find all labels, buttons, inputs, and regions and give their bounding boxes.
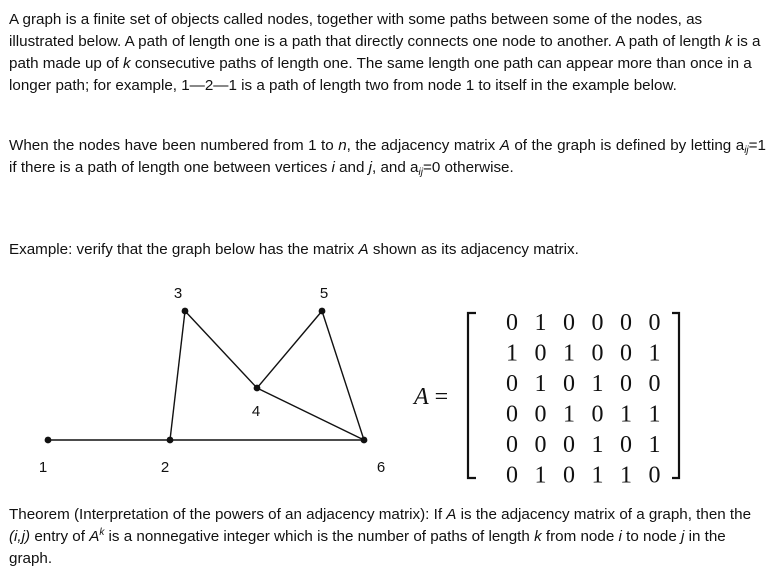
matrix-cell-r1-c4: 0 xyxy=(591,310,604,336)
graph-node-3 xyxy=(182,308,189,315)
matrix-cell-r3-c1: 0 xyxy=(506,371,518,397)
graph-nodes xyxy=(39,285,385,476)
graph-node-1 xyxy=(45,437,52,444)
matrix-cell-r3-c4: 1 xyxy=(591,371,604,397)
graph-diagram xyxy=(0,278,420,488)
matrix-cell-r2-c1: 1 xyxy=(506,340,518,367)
theorem-text-4: is a nonnegative integer which is the number of paths of length xyxy=(104,528,535,545)
graph-edge-4-5 xyxy=(257,311,322,388)
matrix-cell-r6-c6: 0 xyxy=(648,462,661,486)
matrix-cell-r1-c5: 0 xyxy=(620,310,632,336)
theorem-text-2: is the adjacency matrix of a graph, then the xyxy=(456,506,752,523)
example-text-2: shown as its adjacency matrix. xyxy=(368,241,579,258)
example-paragraph xyxy=(9,239,766,261)
node-label-4: 4 xyxy=(251,403,261,420)
matrix-cell-r5-c4: 1 xyxy=(591,432,604,458)
variable-n: n xyxy=(338,137,347,154)
variable-i: i xyxy=(618,528,622,545)
theorem-text-7: in the graph. xyxy=(9,528,726,567)
matrix-cell-r4-c2: 0 xyxy=(534,401,547,428)
matrix-cell-r6-c3: 0 xyxy=(563,462,575,486)
theorem-text-6: to node xyxy=(621,528,681,545)
variable-A: A xyxy=(446,506,457,523)
node-label-3: 3 xyxy=(173,285,183,302)
matrix-cell-r6-c1: 0 xyxy=(506,462,518,486)
variable-i: i xyxy=(331,159,335,176)
theorem-text-1: Theorem (Interpretation of the powers of an adjacency matrix): If xyxy=(9,506,447,523)
example-text-1: Example: verify that the graph below has the matrix xyxy=(9,241,359,258)
variable-j: j xyxy=(681,528,685,545)
matrix-cell-r1-c6: 0 xyxy=(648,310,661,336)
graph-edge-3-4 xyxy=(185,311,257,388)
matrix-cell-r5-c6: 1 xyxy=(648,432,661,458)
graph-edge-5-6 xyxy=(322,311,364,440)
matrix-cell-r1-c1: 0 xyxy=(506,310,518,336)
matrix-cell-r3-c3: 0 xyxy=(563,371,575,397)
matrix-cell-r2-c6: 1 xyxy=(648,340,661,367)
subscript-ij: ij xyxy=(418,167,423,178)
definition-paragraph xyxy=(9,135,766,179)
matrix-cell-r3-c2: 1 xyxy=(534,371,547,397)
graph-edge-2-3 xyxy=(170,311,185,440)
matrix-name: A xyxy=(414,384,429,410)
matrix-cell-r6-c4: 1 xyxy=(591,462,604,486)
matrix-cell-r4-c3: 1 xyxy=(563,401,575,428)
definition-text-1: When the nodes have been numbered from 1 to xyxy=(9,137,339,154)
graph-edge-4-6 xyxy=(257,388,364,440)
theorem-text-3: entry of xyxy=(30,528,90,545)
intro-paragraph xyxy=(9,9,766,97)
matrix-cell-r4-c1: 0 xyxy=(506,401,518,428)
intro-text-2: is a path made up of xyxy=(9,33,761,72)
matrix-cell-r4-c6: 1 xyxy=(648,401,661,428)
matrix-cell-r3-c5: 0 xyxy=(620,371,632,397)
matrix-cells xyxy=(506,310,661,486)
graph-node-4 xyxy=(254,385,261,392)
matrix-cell-r5-c1: 0 xyxy=(506,432,518,458)
index-ij: (i,j) xyxy=(9,528,31,545)
graph-edges xyxy=(48,311,364,440)
node-label-5: 5 xyxy=(319,285,329,302)
matrix-cell-r5-c2: 0 xyxy=(534,432,547,458)
matrix-cell-r5-c5: 0 xyxy=(620,432,632,458)
subscript-ij: ij xyxy=(744,145,749,156)
graph-node-6 xyxy=(361,437,368,444)
variable-k: k xyxy=(725,33,733,50)
matrix-label xyxy=(414,384,448,411)
definition-text-3: of the graph is defined by letting a xyxy=(509,137,745,154)
variable-A: A xyxy=(89,528,100,545)
equals-sign: = xyxy=(428,384,449,410)
definition-text-7: =0 otherwise. xyxy=(422,159,514,176)
matrix-cell-r6-c2: 1 xyxy=(534,462,547,486)
variable-A: A xyxy=(358,241,369,258)
node-label-6: 6 xyxy=(376,459,386,476)
variable-k: k xyxy=(123,55,131,72)
graph-node-2 xyxy=(167,437,174,444)
theorem-text-5: from node xyxy=(541,528,619,545)
definition-text-5: and xyxy=(334,159,369,176)
intro-text-1: A graph is a finite set of objects called nodes, together with some paths between some of the nodes, as illustrated below. A path of length one is a path that directly connects one node to another. A path of length xyxy=(9,11,726,50)
node-label-1: 1 xyxy=(38,459,48,476)
matrix-left-bracket xyxy=(468,313,476,478)
matrix-cell-r5-c3: 0 xyxy=(563,432,575,458)
definition-text-6: , and a xyxy=(372,159,419,176)
matrix-cell-r1-c3: 0 xyxy=(563,310,575,336)
variable-A: A xyxy=(499,137,510,154)
matrix-cell-r2-c2: 0 xyxy=(534,340,547,367)
graph-node-5 xyxy=(319,308,326,315)
variable-j: j xyxy=(368,159,373,176)
matrix-cell-r6-c5: 1 xyxy=(620,462,632,486)
adjacency-matrix xyxy=(460,306,690,486)
variable-k: k xyxy=(534,528,542,545)
exponent-k: k xyxy=(99,527,105,538)
matrix-cell-r2-c3: 1 xyxy=(563,340,575,367)
intro-text-3: consecutive paths of length one. The same length one path can appear more than once in a longer path; for example, 1—2—1 is a path of length two from node 1 to itself in the example below. xyxy=(9,55,752,94)
matrix-cell-r2-c5: 0 xyxy=(620,340,632,367)
definition-text-4: =1 if there is a path of length one between vertices xyxy=(9,137,766,176)
matrix-right-bracket xyxy=(672,313,679,478)
definition-text-2: , the adjacency matrix xyxy=(346,137,500,154)
matrix-cell-r3-c6: 0 xyxy=(648,371,661,397)
matrix-cell-r1-c2: 1 xyxy=(534,310,547,336)
matrix-cell-r4-c4: 0 xyxy=(591,401,604,428)
node-label-2: 2 xyxy=(160,459,170,476)
matrix-cell-r4-c5: 1 xyxy=(620,401,632,428)
matrix-cell-r2-c4: 0 xyxy=(591,340,604,367)
theorem-paragraph xyxy=(9,504,766,570)
